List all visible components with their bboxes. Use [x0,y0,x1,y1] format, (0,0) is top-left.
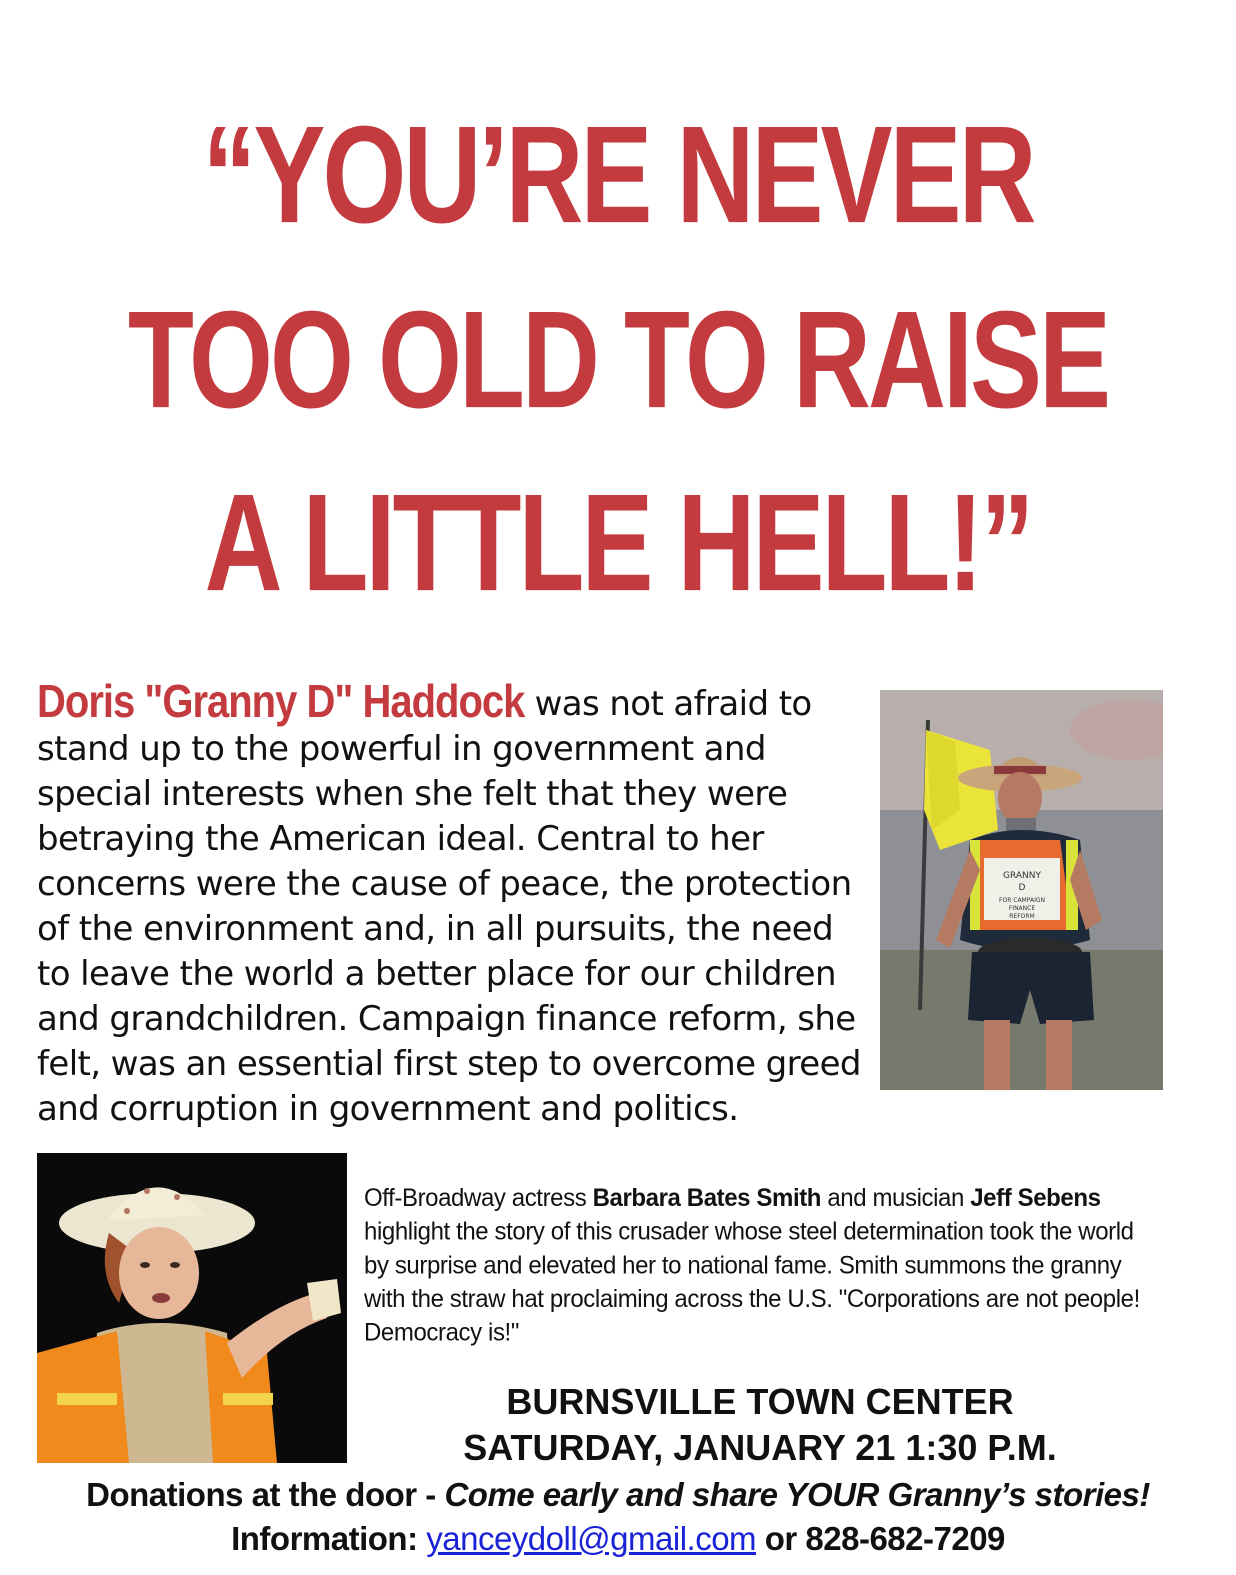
phone-number: 828-682-7209 [805,1520,1005,1557]
info-or: or [756,1520,806,1557]
info-line [0,1519,1236,1559]
actress-stage-photo [37,1153,347,1463]
headline-line-1: “YOU’RE NEVER [202,96,1034,252]
sign-text-line-4: FINANCE [1008,905,1036,912]
event-datetime: SATURDAY, JANUARY 21 1:30 P.M. [463,1427,1057,1468]
headline-line-2: TOO OLD TO RAISE [127,281,1109,437]
sign-text-line-3: FOR CAMPAIGN [999,897,1045,904]
musician-name: Jeff Sebens [970,1184,1101,1213]
bio-text: was not afraid to stand up to the powerful in government and special interests when she felt that they were betraying the American ideal. Central to her concerns were the cause of peace, the protection of the environment and, in all pursuits, the need to leave the world a better place for our children and grandchildren. Campaign finance reform, she felt, was an essential first step to overcome greed and corruption in government and politics. [37,684,861,1129]
performance-intro: Off-Broadway actress [364,1184,593,1213]
sign-text-line-2: D [1018,883,1026,893]
performance-body: highlight the story of this crusader whose steel determination took the world by surprise and elevated her to national fame. Smith summons the granny with the straw hat proclaiming across the U.S. "Corporations are not people! Democracy is!" [364,1217,1140,1347]
granny-walking-photo [880,690,1163,1090]
bio-name: Doris "Granny D" Haddock [37,676,525,728]
headline-line-3: A LITTLE HELL!” [204,464,1032,620]
info-label: Information: [231,1520,427,1557]
donations-line [0,1475,1236,1515]
performance-middle: and musician [821,1184,971,1213]
donations-note: Come early and share YOUR Granny’s stories! [444,1476,1150,1513]
sign-text-line-5: REFORM [1009,913,1035,920]
actress-illustration [37,1153,347,1463]
actress-name: Barbara Bates Smith [592,1184,822,1213]
event-venue: BURNSVILLE TOWN CENTER [506,1381,1014,1422]
bio-paragraph [37,676,867,1132]
sign-text-line-1: GRANNY [1003,871,1041,881]
granny-walking-illustration [880,690,1163,1090]
donations-label: Donations at the door - [86,1476,445,1513]
email-link[interactable]: yanceydoll@gmail.com [426,1520,757,1557]
performance-description [364,1182,1164,1350]
